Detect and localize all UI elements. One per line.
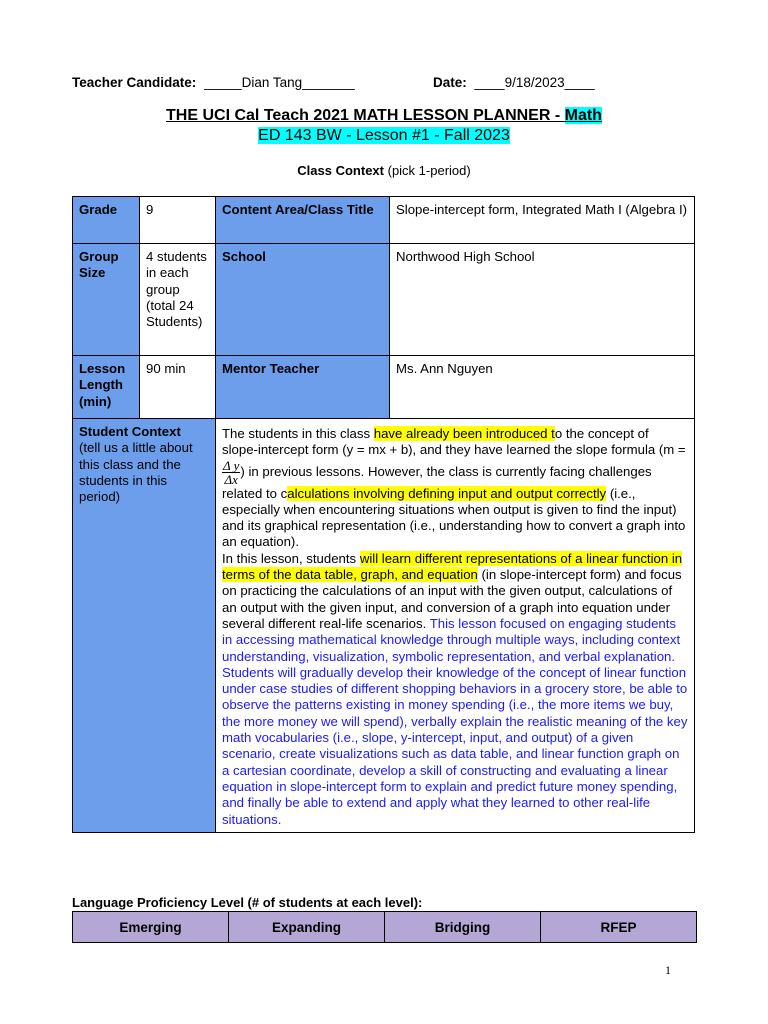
date-label: Date: <box>433 75 467 90</box>
grade-label: Grade <box>73 197 140 244</box>
class-context-heading <box>0 163 768 178</box>
student-context-body <box>216 419 695 833</box>
school-value: Northwood High School <box>390 244 695 356</box>
student-context-paragraph-1 <box>222 426 688 551</box>
table-row <box>73 197 695 244</box>
level-emerging: Emerging <box>73 912 229 943</box>
mentor-value: Ms. Ann Nguyen <box>390 356 695 419</box>
mentor-label: Mentor Teacher <box>216 356 390 419</box>
course-subtitle-text: ED 143 BW - Lesson #1 - Fall 2023 <box>258 127 510 144</box>
sc-text: In this lesson, students <box>222 550 360 566</box>
table-row <box>73 912 697 943</box>
language-proficiency-heading: Language Proficiency Level (# of students at each level): <box>72 895 423 910</box>
sc-text: (i.e., especially when encountering situations when output is given to find the input) and its graphical representation (i.e., understanding how to convert a graph into an equation). <box>222 485 686 550</box>
sc-text: The students in this class <box>222 426 374 441</box>
table-row <box>73 356 695 419</box>
sc-text: o the concept of slope-intercept form (y = mx + b), and they have learned the slope formula (m = <box>222 426 686 458</box>
table-row <box>73 244 695 356</box>
grade-value: 9 <box>140 197 216 244</box>
page-title <box>0 107 768 125</box>
class-context-note: (pick 1-period) <box>384 163 471 178</box>
content-area-value: Slope-intercept form, Integrated Math I (Algebra I) <box>390 197 695 244</box>
title-main: THE UCI Cal Teach 2021 MATH LESSON PLANNER - <box>166 107 565 124</box>
sc-highlight: have already been introduced t <box>373 426 555 441</box>
level-rfep: RFEP <box>541 912 697 943</box>
slope-fraction <box>222 459 240 486</box>
date-value: ____9/18/2023____ <box>474 75 595 90</box>
content-area-label: Content Area/Class Title <box>216 197 390 244</box>
sc-text: ) in previous lessons. However, the class is currently facing challenges related to c <box>222 463 652 501</box>
class-context-table <box>72 196 695 833</box>
student-context-note: (tell us a little about this class and the students in this period) <box>79 440 193 505</box>
title-highlight: Math <box>564 107 602 124</box>
lesson-length-label: Lesson Length (min) <box>73 356 140 419</box>
fraction-numerator: Δ y <box>223 457 240 473</box>
sc-blue-text: This lesson focused on engaging students in accessing mathematical knowledge through multiple ways, including context understanding, visualization, symbolic representation, and verbal explanation. Students will gradually develop their knowledge of the concept of linear function under case studies of different shopping behaviors in a grocery store, be able to observe the patterns existing in money spending (i.e., the more items we buy, the more money we will spend), verbally explain the realistic meaning of the key math vocabularies (i.e., slope, y-intercept, input, and output) of a given scenario, create visualizations such as data table, and linear function graph on a cartesian coordinate, develop a skill of constructing and evaluating a linear equation in slope-intercept form to explain and predict future money spending, and finally be able to extend and apply what they learned to other real-life situations. <box>222 615 688 827</box>
date-line <box>433 75 595 90</box>
table-row <box>73 419 695 833</box>
sc-highlight: will learn different representations of a linear function in terms of the data table, graph, and equation <box>222 550 683 583</box>
student-context-label-cell <box>73 419 216 833</box>
teacher-value: _____Dian Tang_______ <box>204 75 355 90</box>
course-subtitle <box>0 127 768 145</box>
language-proficiency-table <box>72 911 697 943</box>
school-label: School <box>216 244 390 356</box>
student-context-label: Student Context <box>79 424 181 439</box>
teacher-candidate-line <box>72 75 355 90</box>
student-context-paragraph-2 <box>222 551 688 828</box>
lesson-length-value: 90 min <box>140 356 216 419</box>
page-number: 1 <box>665 963 671 977</box>
sc-highlight: alculations involving defining input and output correctly <box>287 485 607 501</box>
level-bridging: Bridging <box>385 912 541 943</box>
group-size-label: Group Size <box>73 244 140 356</box>
class-context-label: Class Context <box>297 163 384 178</box>
teacher-label: Teacher Candidate: <box>72 75 197 90</box>
level-expanding: Expanding <box>229 912 385 943</box>
group-size-value: 4 students in each group (total 24 Students) <box>140 244 216 356</box>
fraction-denominator: Δx <box>224 471 238 487</box>
sc-text: (in slope-intercept form) and focus on practicing the calculations of an input with the given output, calculations of an output with the given input, and conversion of a graph into equation under several different real-life scenarios. <box>222 567 682 631</box>
